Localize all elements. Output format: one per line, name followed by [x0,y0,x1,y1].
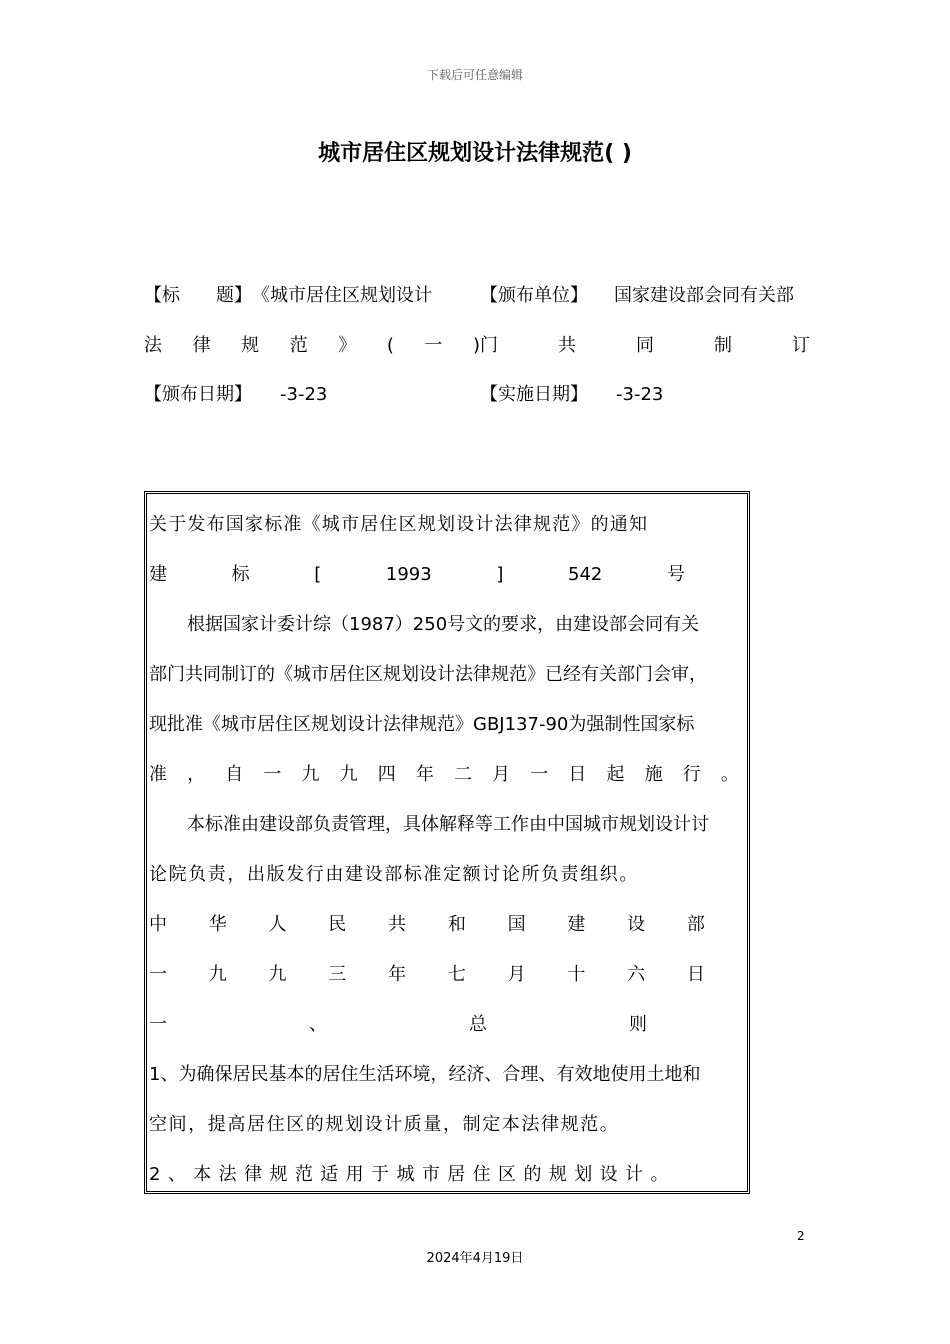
section-heading-char: 一 [149,1014,167,1035]
page-number: 2 [797,1229,805,1243]
signer-char: 设 [627,914,646,935]
issuer-value-char: 门 [480,335,498,356]
para1-char: 二 [454,764,472,785]
signer-char: 共 [388,914,407,935]
sign-date-char: 六 [627,964,646,985]
section-heading-char: 总 [469,1014,487,1035]
notice-content [149,500,745,1200]
document-title: 城市居住区规划设计法律规范( ) [318,141,632,166]
clause1-line1: 1、为确保居民基本的居住生活环境，经济、合理、有效地使用土地和 [149,1064,701,1085]
notice-heading: 关于发布国家标准《城市居住区规划设计法律规范》的通知 [149,514,649,535]
para1-char: ， [187,764,206,785]
title-label-part1: 【标 [144,285,180,306]
para1-line1: 根据国家计委计综（1987）250号文的要求，由建设部会同有关 [187,614,700,635]
issuer-label: 【颁布单位】 [480,285,588,306]
sign-date-line [149,950,745,1000]
signer-char: 中 [149,914,167,935]
effective-date-line [480,383,663,407]
doc-number-part: [ [314,564,322,585]
doc-number-line [149,550,745,600]
issue-date-value: -3-23 [280,384,328,405]
para1-char: 九 [339,764,358,785]
issuer-value-line2 [480,334,810,358]
doc-number-part: 号 [666,564,685,585]
footer-date: 2024年4月19日 [426,1251,524,1266]
para1-char: 年 [415,764,434,785]
para1-line4 [149,750,745,800]
sign-date-char: 年 [388,964,407,985]
issuer-value-char: 订 [792,335,810,356]
para1-line3: 现批准《城市居住区规划设计法律规范》GBJ137-90为强制性国家标 [149,714,695,735]
issuer-value-char: 同 [636,335,654,356]
section-heading [149,1000,745,1050]
header-note: 下载后可任意编辑 [426,68,523,82]
title-label-part2: 题】 [216,285,252,306]
sign-date-char: 九 [268,964,287,985]
issuer-value-line1: 国家建设部会同有关部 [614,285,794,306]
para1-char: 自 [225,764,244,785]
signer-char: 国 [507,914,526,935]
title-value-char: 》 [338,335,357,356]
section-heading-char: 、 [309,1014,327,1035]
effective-date-label: 【实施日期】 [480,384,588,405]
signer-line [149,900,745,950]
title-value-char: ) [472,335,480,356]
signer-char: 人 [268,914,287,935]
sign-date-char: 日 [686,964,705,985]
title-value-char: 一 [424,335,443,356]
issuer-value-char: 制 [714,335,732,356]
issuer-value-char: 共 [558,335,576,356]
title-label-line [144,284,432,308]
sign-date-char: 一 [149,964,167,985]
signer-char: 华 [208,914,227,935]
issuer-label-line [480,284,794,308]
clause1-line2: 空间，提高居住区的规划设计质量，制定本法律规范。 [149,1114,620,1135]
sign-date-char: 十 [567,964,586,985]
para1-char: 一 [530,764,549,785]
sign-date-char: 月 [507,964,526,985]
para2-line2: 论院负责，出版发行由建设部标准定额讨论所负责组织。 [149,864,639,885]
para1-char: 日 [568,764,587,785]
title-value-char: 律 [192,335,211,356]
issue-date-line [144,383,327,407]
clause2-line1: 2、本法律规范适用于城市居住区的规划设计。 [149,1164,676,1185]
title-value-line1: 《城市居住区规划设计 [252,285,432,306]
signer-char: 部 [686,914,705,935]
notice-box [144,491,750,1194]
signer-char: 建 [567,914,586,935]
title-value-char: 法 [144,335,162,356]
doc-number-part: 542 [568,564,603,585]
para1-char: 准 [149,764,167,785]
doc-number-part: ] [496,564,504,585]
para1-char: 施 [644,764,663,785]
para1-char: 四 [377,764,396,785]
doc-number-part: 标 [231,564,250,585]
para1-char: 九 [301,764,320,785]
title-value-char: ( [386,335,394,356]
para1-char: 。 [720,764,739,785]
sign-date-char: 九 [208,964,227,985]
para1-char: 月 [492,764,511,785]
title-value-line2 [144,334,480,358]
sign-date-char: 三 [328,964,347,985]
para1-line2: 部门共同制订的《城市居住区规划设计法律规范》已经有关部门会审， [149,664,707,685]
effective-date-value: -3-23 [616,384,664,405]
signer-char: 民 [328,914,347,935]
signer-char: 和 [447,914,466,935]
para1-char: 行 [682,764,701,785]
sign-date-char: 七 [447,964,466,985]
para1-char: 起 [606,764,625,785]
section-heading-char: 则 [629,1014,647,1035]
title-value-char: 规 [241,335,260,356]
doc-number-part: 1993 [385,564,432,585]
doc-number-part: 建 [149,564,167,585]
para2-line1: 本标准由建设部负责管理，具体解释等工作由中国城市规划设计讨 [187,814,709,835]
para1-char: 一 [263,764,282,785]
title-value-char: 范 [289,335,308,356]
issue-date-label: 【颁布日期】 [144,384,252,405]
